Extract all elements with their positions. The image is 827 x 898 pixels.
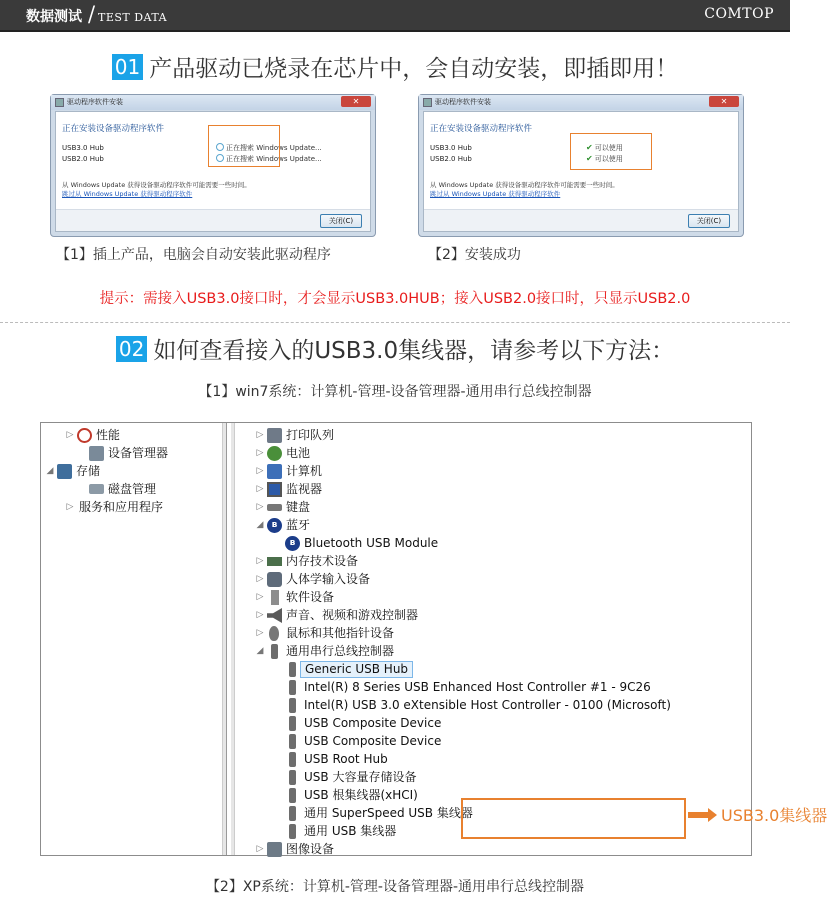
arrow-right-icon [688,812,708,818]
caption-step2: 【2】安装成功 [428,247,521,263]
tree-item-label: 通用串行总线控制器 [286,644,395,658]
bluetooth-icon: ʙ [285,536,300,551]
bluetooth-icon: ʙ [267,518,282,533]
usb-icon [289,824,296,839]
printer-icon [267,428,282,443]
device-status: 正在搜索 Windows Update... [216,154,322,164]
section2-title-text: 如何查看接入的USB3.0集线器，请参考以下方法： [153,338,675,364]
usb-hub-callout: USB3.0集线器 [721,806,827,825]
collapsed-arrow-icon[interactable]: ▷ [256,844,264,854]
dialog-footer [56,209,370,231]
section2-title [0,332,790,365]
dialog-titlebar [419,95,743,110]
tree-item-label: Generic USB Hub [300,661,413,678]
tree-item-label: 服务和应用程序 [79,500,164,514]
tree-item-label: USB 大容量存储设备 [304,770,417,784]
dialog-body [55,111,371,232]
section-divider [0,322,790,323]
usb-icon [289,680,296,695]
collapsed-arrow-icon[interactable]: ▷ [256,466,264,476]
tree-item-label: 蓝牙 [286,518,311,532]
device-status: ✔ 可以使用 [586,154,623,163]
collapsed-arrow-icon[interactable]: ▷ [256,502,264,512]
usb-icon [289,698,296,713]
tree-item-label: 图像设备 [286,842,335,856]
dialog-note: 从 Windows Update 获得设备驱动程序软件可能需要一些时间。 [430,181,619,189]
device-name: USB2.0 Hub [62,155,104,163]
keyboard-icon [267,504,282,511]
sound-icon [267,608,282,623]
step1-instruction: 【1】win7系统：计算机-管理-设备管理器-通用串行总线控制器 [198,384,592,400]
header-slash: / [88,2,96,26]
tree-item-label: 通用 USB 集线器 [304,824,397,838]
device-name: USB3.0 Hub [62,144,104,152]
step2-instruction: 【2】XP系统：计算机-管理-设备管理器-通用串行总线控制器 [205,879,585,895]
tree-item-label: Bluetooth USB Module [304,536,439,550]
highlight-box [570,133,652,170]
tree-item-label: 计算机 [286,464,323,478]
tree-item-label: Intel(R) 8 Series USB Enhanced Host Controller #1 - 9C26 [304,680,651,694]
driver-install-dialog-success [418,94,744,237]
tip-text: 提示：需接入USB3.0接口时，才会显示USB3.0HUB；接入USB2.0接口时，只显示USB2.0 [99,291,691,307]
expanded-arrow-icon[interactable]: ◢ [256,520,264,530]
device-tree [231,423,827,856]
collapsed-arrow-icon[interactable]: ▷ [256,592,264,602]
section1-number: 01 [112,54,143,80]
tree-item-label: USB Composite Device [304,734,442,748]
disk-management-icon [89,484,104,494]
battery-icon [267,446,282,461]
tree-item-label: 监视器 [286,482,323,496]
monitor-icon [267,482,282,497]
device-status: 正在搜索 Windows Update... [216,143,322,153]
tree-item-label: 软件设备 [286,590,335,604]
dialog-heading: 正在安装设备驱动程序软件 [62,124,165,134]
section2-number: 02 [116,336,147,362]
tree-item-label: USB 根集线器(xHCI) [304,788,418,802]
close-button[interactable]: 关闭(C) [688,214,730,228]
memory-icon [267,557,282,566]
checkmark-icon: ✔ [586,154,593,163]
header-bar [0,0,790,32]
collapsed-arrow-icon[interactable]: ▷ [256,430,264,440]
tree-item-label: 鼠标和其他指针设备 [286,626,395,640]
dialog-app-icon [55,98,64,107]
tree-item-label: 性能 [96,428,121,442]
collapsed-arrow-icon[interactable]: ▷ [66,430,74,440]
arrow-head-icon [708,808,717,822]
usb-icon [289,788,296,803]
dialog-titlebar [51,95,375,110]
device-name: USB2.0 Hub [430,155,472,163]
skip-windows-update-link[interactable]: 跳过从 Windows Update 获得驱动程序软件 [62,190,193,198]
usb-icon [289,662,296,677]
storage-icon [57,464,72,479]
dialog-app-icon [423,98,432,107]
tree-item-label: 存储 [76,464,101,478]
expanded-arrow-icon[interactable]: ◢ [256,646,264,656]
tree-item-label: USB Root Hub [304,752,388,766]
dialog-title: 驱动程序软件安装 [67,98,123,106]
collapsed-arrow-icon[interactable]: ▷ [256,610,264,620]
dialog-title: 驱动程序软件安装 [435,98,491,106]
tree-item-label: 键盘 [286,500,311,514]
usb-icon [289,752,296,767]
close-icon[interactable]: ✕ [341,96,371,107]
dialog-body [423,111,739,232]
section1-title-text: 产品驱动已烧录在芯片中，会自动安装，即插即用！ [149,56,679,82]
tree-item-label: 设备管理器 [108,446,169,460]
tree-item-label: 通用 SuperSpeed USB 集线器 [304,806,473,820]
software-device-icon [271,590,279,605]
dialog-note: 从 Windows Update 获得设备驱动程序软件可能需要一些时间。 [62,181,251,189]
imaging-icon [267,842,282,857]
usb-hub-highlight-box [461,798,686,839]
mouse-icon [269,626,279,641]
collapsed-arrow-icon[interactable]: ▷ [256,574,264,584]
tree-item-label: 电池 [286,446,311,460]
tree-item-label: USB Composite Device [304,716,442,730]
tree-item-label: 人体学输入设备 [286,572,371,586]
splitter[interactable] [231,423,235,855]
close-icon[interactable]: ✕ [709,96,739,107]
computer-icon [267,464,282,479]
close-button[interactable]: 关闭(C) [320,214,362,228]
collapsed-arrow-icon[interactable]: ▷ [256,556,264,566]
device-manager-icon [89,446,104,461]
dialog-footer [424,209,738,231]
highlight-box [208,125,280,167]
tree-item-label: 磁盘管理 [108,482,157,496]
collapsed-arrow-icon[interactable]: ▷ [256,448,264,458]
performance-icon [77,428,92,443]
collapsed-arrow-icon[interactable]: ▷ [66,502,74,512]
caption-step1: 【1】插上产品，电脑会自动安装此驱动程序 [56,247,331,263]
tree-item-label: 声音、视频和游戏控制器 [286,608,419,622]
brand-name: COMTOP [704,6,774,22]
device-manager-window [40,422,827,856]
tree-item-label: Intel(R) USB 3.0 eXtensible Host Controller - 0100 (Microsoft) [304,698,671,712]
collapsed-arrow-icon[interactable]: ▷ [256,628,264,638]
usb-icon [271,644,278,659]
computer-management-tree [41,423,227,855]
device-status: ✔ 可以使用 [586,143,623,152]
device-name: USB3.0 Hub [430,144,472,152]
driver-install-dialog-searching [50,94,376,237]
dialog-heading: 正在安装设备驱动程序软件 [430,124,533,134]
header-title: 数据测试 [26,9,82,25]
splitter[interactable] [222,423,226,855]
tree-item-label: 打印队列 [286,428,335,442]
usb-icon [289,806,296,821]
header-subtitle: TEST DATA [98,11,168,24]
usb-icon [289,716,296,731]
expanded-arrow-icon[interactable]: ◢ [46,466,54,476]
usb-icon [289,770,296,785]
checkmark-icon: ✔ [586,143,593,152]
hid-icon [267,572,282,587]
usb-icon [289,734,296,749]
collapsed-arrow-icon[interactable]: ▷ [256,484,264,494]
skip-windows-update-link[interactable]: 跳过从 Windows Update 获得驱动程序软件 [430,190,561,198]
section1-title [0,50,790,83]
tree-item-label: 内存技术设备 [286,554,359,568]
